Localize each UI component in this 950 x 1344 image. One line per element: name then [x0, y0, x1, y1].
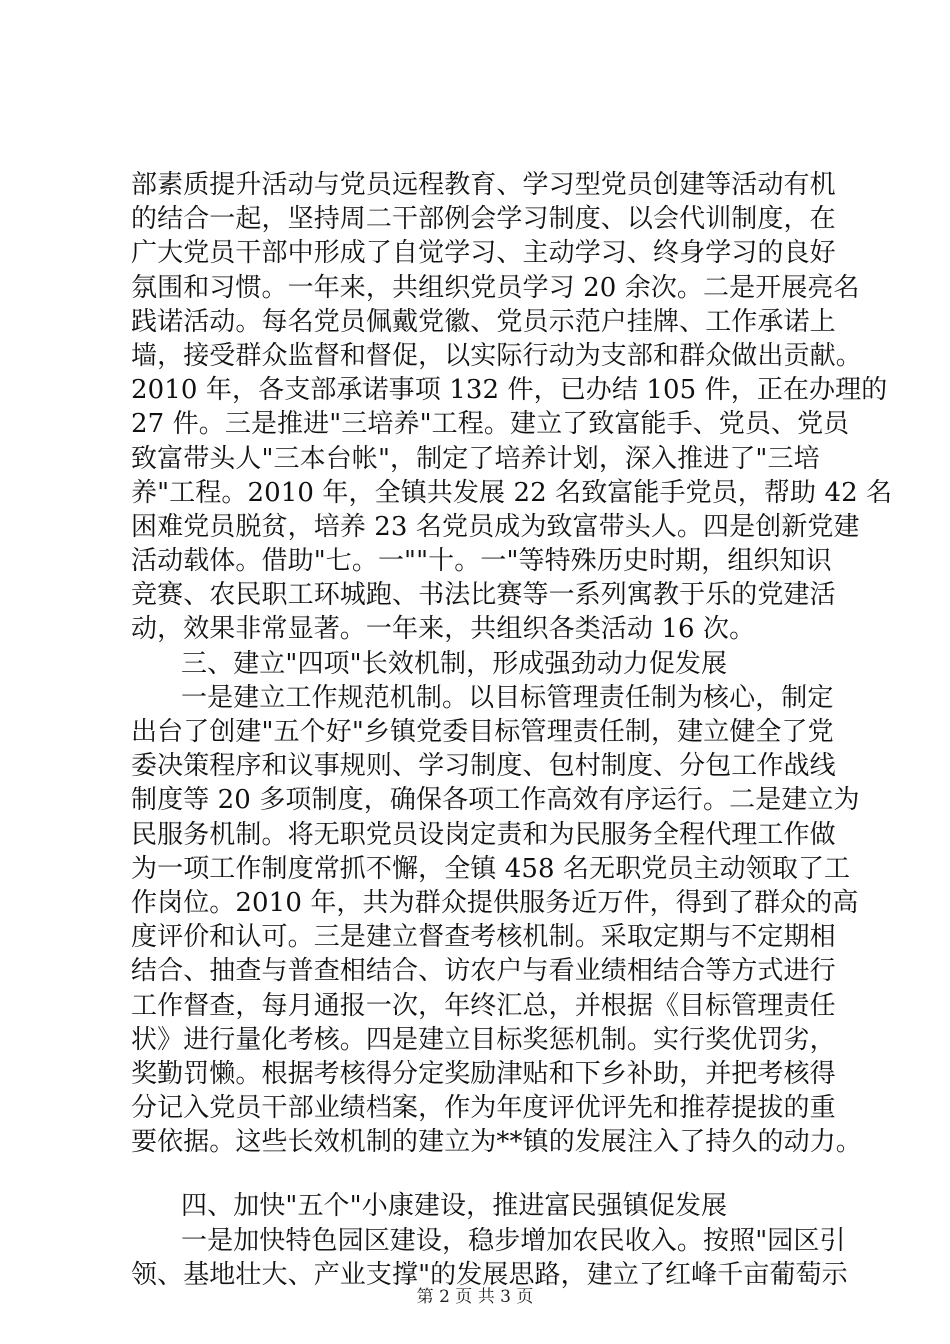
- text-line: 状》进行量化考核。四是建立目标奖惩机制。实行奖优罚劣，: [131, 1024, 836, 1055]
- text-line: 结合、抽查与普查相结合、访农户与看业绩相结合等方式进行: [131, 956, 836, 987]
- text-line: 度评价和认可。三是建立督查考核机制。采取定期与不定期相: [131, 922, 836, 953]
- text-line: 2010 年，各支部承诺事项 132 件，已办结 105 件，正在办理的: [131, 375, 888, 406]
- text-line: 作岗位。2010 年，共为群众提供服务近万件，得到了群众的高: [131, 887, 859, 918]
- text-line: 奖勤罚懒。根据考核得分定奖励津贴和下乡补助，并把考核得: [131, 1058, 836, 1089]
- text-line: 为一项工作制度常抓不懈，全镇 458 名无职党员主动领取了工: [131, 853, 851, 884]
- text-line: 民服务机制。将无职党员设岗定责和为民服务全程代理工作做: [131, 819, 836, 850]
- text-line: 动，效果非常显著。一年来，共组织各类活动 16 次。: [131, 614, 756, 645]
- section-heading: 三、建立"四项"长效机制，形成强劲动力促发展: [181, 648, 728, 679]
- text-line: 竞赛、农民职工环城跑、书法比赛等一系列寓教于乐的党建活: [131, 580, 836, 611]
- text-line: 要依据。这些长效机制的建立为**镇的发展注入了持久的动力。: [131, 1127, 862, 1158]
- text-line: 部素质提升活动与党员远程教育、学习型党员创建等活动有机: [131, 170, 836, 200]
- text-line: 一是加快特色园区建设，稳步增加农民收入。按照"园区引: [181, 1225, 846, 1256]
- text-line: 委决策程序和议事规则、学习制度、包村制度、分包工作战线: [131, 751, 836, 782]
- text-line: 的结合一起，坚持周二干部例会学习制度、以会代训制度，在: [131, 204, 836, 235]
- section-heading: 四、加快"五个"小康建设，推进富民强镇促发展: [181, 1191, 728, 1222]
- text-line: 广大党员干部中形成了自觉学习、主动学习、终身学习的良好: [131, 238, 836, 269]
- text-line: 墙，接受群众监督和督促，以实际行动为支部和群众做出贡献。: [131, 340, 862, 371]
- text-line: 分记入党员干部业绩档案，作为年度评优评先和推荐提拔的重: [131, 1093, 836, 1124]
- text-line: 工作督查，每月通报一次，年终汇总，并根据《目标管理责任: [131, 990, 836, 1021]
- text-line: 致富带头人"三本台帐"，制定了培养计划，深入推进了"三培: [131, 443, 820, 474]
- text-line: 一是建立工作规范机制。以目标管理责任制为核心，制定: [181, 682, 834, 713]
- text-line: 活动载体。借助"七。一""十。一"等特殊历史时期，组织知识: [131, 546, 832, 577]
- text-line: 27 件。三是推进"三培养"工程。建立了致富能手、党员、党员: [131, 409, 850, 440]
- text-line: 出台了创建"五个好"乡镇党委目标管理责任制，建立健全了党: [131, 717, 834, 747]
- text-line: 制度等 20 多项制度，确保各项工作高效有序运行。二是建立为: [131, 785, 860, 816]
- text-line: 践诺活动。每名党员佩戴党徽、党员示范户挂牌、工作承诺上: [131, 306, 836, 337]
- text-line: 困难党员脱贫，培养 23 名党员成为致富带头人。四是创新党建: [131, 511, 860, 542]
- text-line: 领、基地壮大、产业支撑"的发展思路，建立了红峰千亩葡萄示: [131, 1259, 848, 1290]
- body-text: [131, 168, 893, 1292]
- text-line: 养"工程。2010 年，全镇共发展 22 名致富能手党员，帮助 42 名: [131, 477, 893, 508]
- text-line: 氛围和习惯。一年来，共组织党员学习 20 余次。二是开展亮名: [131, 272, 860, 303]
- page-number-footer: 第 2 页 共 3 页: [416, 1287, 534, 1307]
